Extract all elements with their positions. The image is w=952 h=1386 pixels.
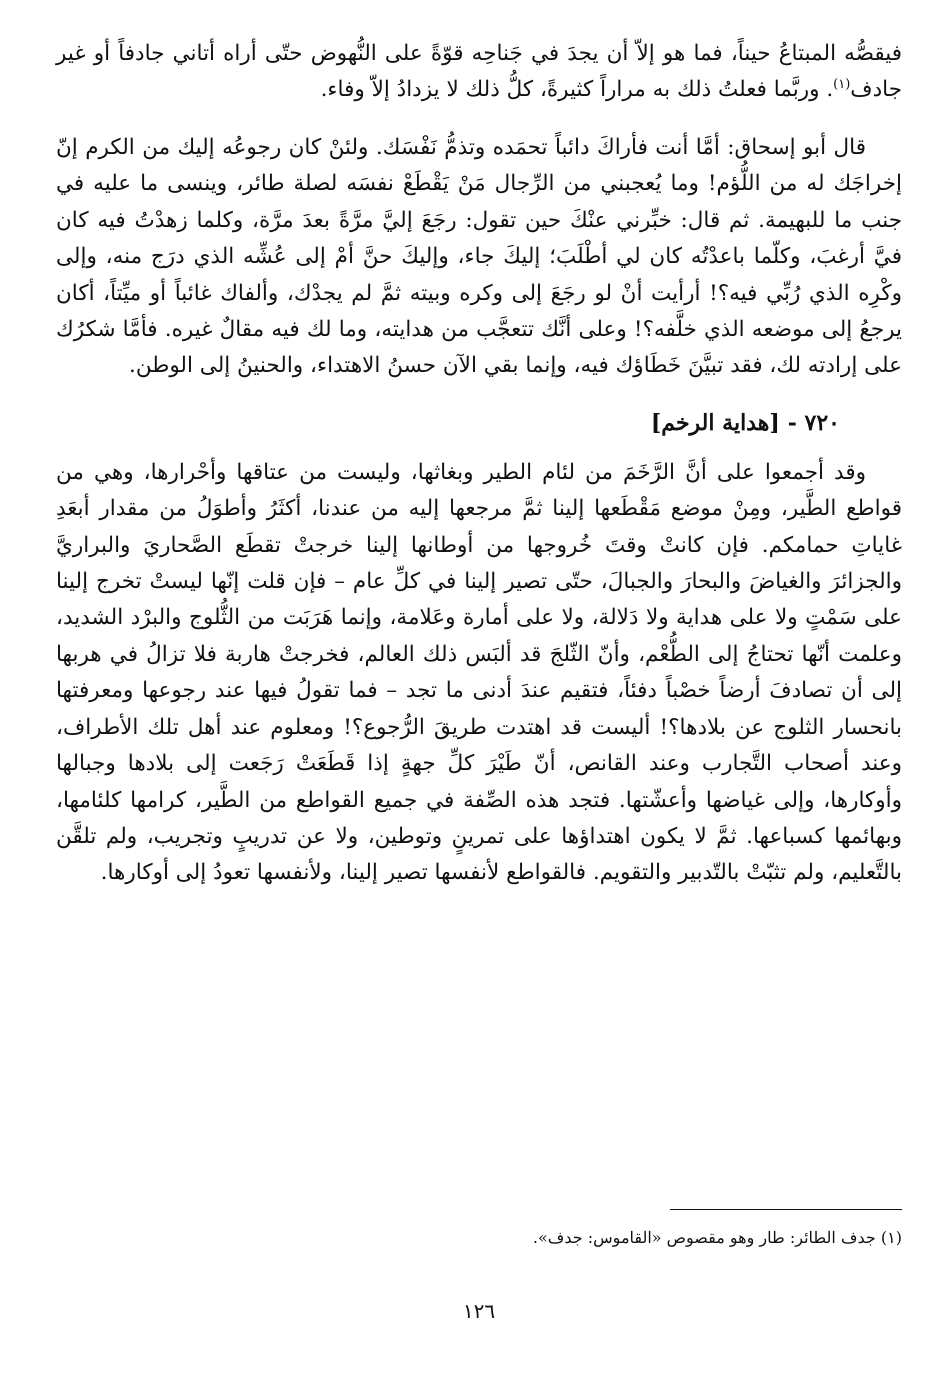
page	[56, 36, 902, 1366]
footnote-marker: (١)	[880, 1228, 902, 1247]
section-number: ٧٢٠ -	[787, 409, 840, 436]
section-title: [هداية الرخم]	[650, 409, 780, 436]
paragraph-abu-ishaq: قال أبو إسحاق: أمَّا أنت فأراكَ دائباً تحمَده وتذمُّ نَفْسَك. ولئنْ كان رجوعُه إليك من الكرم إنّ إخراجَك له من اللُّؤم! وما يُعجبني من الرِّجال مَنْ يَقْطَعْ نفسَه لصلة طائر، وينسى ما عليه في جنب ما للبهيمة. ثم قال: خبِّرني عنْكَ حين تقول: رجَعَ إليَّ مرَّةً بعدَ مرَّة، وكلما زهدْتُ فيه كان فيَّ أرغبَ، وكلّما باعدْتُه كان لي أطْلَبَ؛ إليكَ جاء، وإليكَ حنَّ أمْ إلى عُشِّه الذي درَج منه، وإلى وكْرِه الذي رُبِّي فيه؟! أرأيت أنْ لو رجَعَ إلى وكره وبيته ثمَّ لم يجدْك، وألفاك غائباً أو ميِّتاً، أكان يرجعُ إلى موضعه الذي خلَّفه؟! وعلى أنَّك تتعجَّب من هدايته، وما لك فيه مقالٌ غيره. فأمَّا شكرُك على إرادته لك، فقد تبيَّنَ خَطَاؤك فيه، وإنما بقي الآن حسنُ الاهتداء، والحنينُ إلى الوطن.	[56, 135, 902, 379]
paragraph-1-text: فيقصُّه المبتاعُ حيناً، فما هو إلاّ أن يجدَ في جَناحِه قوّةً على النُّهوض حتّى أراه أتاني جادفاً أو غير جادف	[56, 41, 902, 103]
paragraph-vulture-guidance: وقد أجمعوا على أنَّ الرَّخَمَ من لئام الطير وبغاثها، وليست من عتاقها وأحْرارها، وهي من قواطع الطَّير، ومِنْ موضع مَقْطَعها إلينا ثمَّ مرجعها إليه من عندنا، أكثَرُ وأطوَلُ من مقدار أبعَدِ غاياتِ حمامكم. فإن كانتْ وقتَ خُروجها من أوطانها إلينا خرجتْ تقطَع الصَّحاريَ والبراريَّ والجزائرَ والغياضَ والبحارَ والجبالَ، حتّى تصير إلينا في كلِّ عام – فإن قلت إنّها ليستْ تخرج إلينا على سَمْتٍ ولا على هداية ولا دَلالة، ولا على أمارة وعَلامة، وإنما هَرَبَت من الثُّلوج والبرْد الشديد، وعلمت أنّها تحتاجُ إلى الطُّعْم، وأنّ الثّلجَ قد ألبَس ذلك العالم، فخرجتْ هاربة فلا تزالُ في هربها إلى أن تصادفَ أرضاً خصْباً دفئاً، فتقيم عندَ أدنى ما تجد – فما تقولُ فيها عند رجوعها ومعرفتها بانحسار الثلوج عن بلادها؟! أليست قد اهتدت طريقَ الرُّجوع؟! ومعلوم عند أهل تلك الأطراف، وعند أصحاب التَّجارب وعند القانص، أنّ طَيْرَ كلِّ جهةٍ إذا قَطَعَتْ رَجَعت إلى بلادها وجبالها وأوكارها، وإلى غياضها وأعشّتها. فتجد هذه الصِّفة في جميع القواطع من الطَّير، كرامها كلئامها، وبهائمها كسباعها. ثمَّ لا يكون اهتداؤها على تمرينٍ وتوطين، ولا عن تدريبٍ وتجريب، ولم تلقَّن بالتَّعليم، ولم تثبّتْ بالتّدبير والتقويم. فالقواطع لأنفسها تصير إلينا، ولأنفسها تعودُ إلى أوكارها.	[56, 459, 902, 886]
paragraph-continuation	[56, 36, 902, 116]
footnote	[56, 1225, 902, 1251]
paragraph-1-tail: . وربَّما فعلتُ ذلك به مراراً كثيرةً، كلُّ ذلك لا يزدادُ إلاّ وفاء.	[320, 77, 834, 103]
footnote-text: جدف الطائر: طار وهو مقصوص «القاموس: جدف».	[532, 1228, 876, 1247]
page-number: ١٢٦	[462, 1299, 496, 1323]
footnote-divider	[670, 1209, 902, 1210]
section-heading	[56, 405, 902, 441]
footnote-reference: (١)	[833, 77, 851, 93]
